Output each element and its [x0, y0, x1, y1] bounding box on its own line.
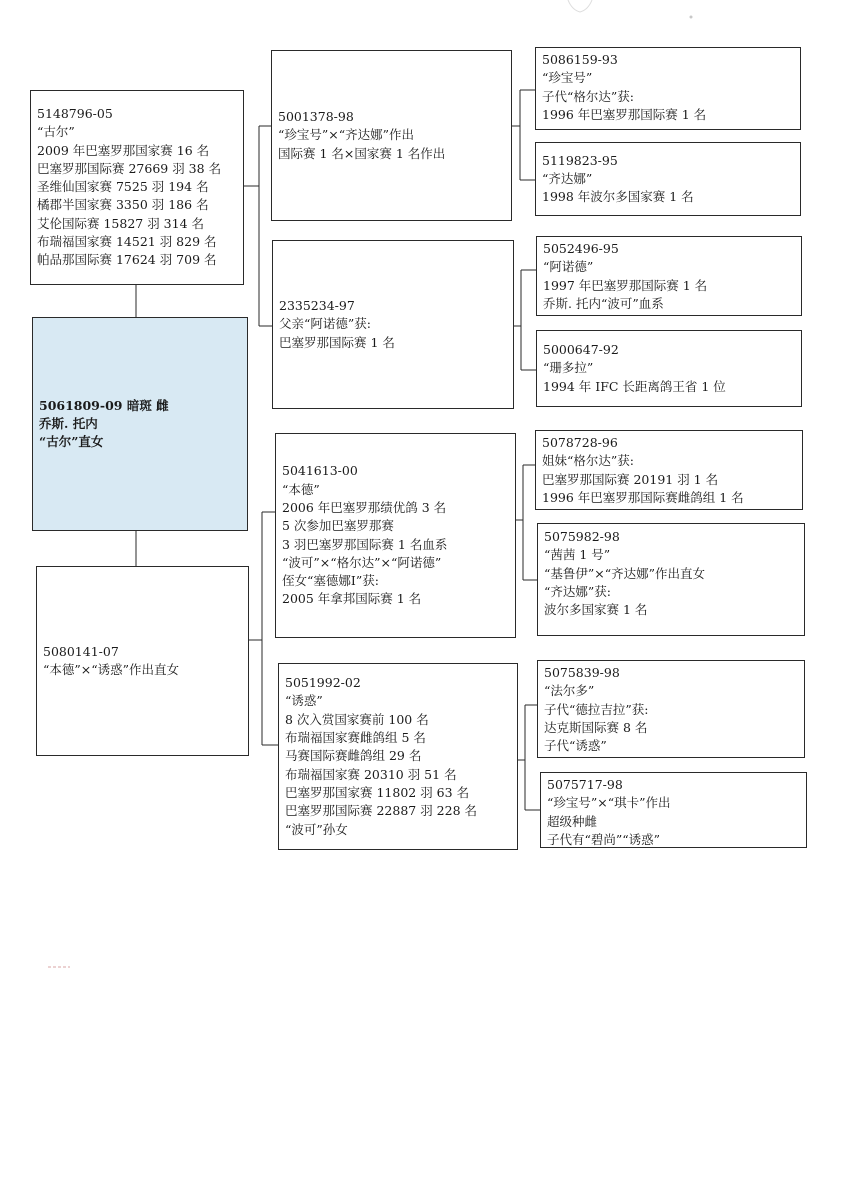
- ancestor-card-7: [537, 660, 805, 758]
- bird-name: “本德”: [282, 481, 320, 497]
- pedigree-note: 1994 年 IFC 长距离鸽王省 1 位: [543, 378, 726, 394]
- ring-number: 5075717-98: [547, 777, 623, 792]
- ring-number: 5001378-98: [278, 109, 354, 125]
- pedigree-note: 布瑞福国家赛 20310 羽 51 名: [285, 766, 457, 782]
- sire-result: 艾伦国际赛 15827 羽 314 名: [37, 215, 205, 231]
- pedigree-note: 子代“格尔达”获:: [542, 88, 634, 104]
- bird-name: “法尔多”: [544, 683, 595, 699]
- sire-card: [30, 90, 244, 285]
- ring-number: 5052496-95: [543, 241, 619, 256]
- dam-card: [36, 566, 249, 756]
- pedigree-note: 巴塞罗那国际赛 20191 羽 1 名: [542, 471, 719, 487]
- ancestor-card-5: [535, 430, 803, 510]
- sire-result: 圣维仙国家赛 7525 羽 194 名: [37, 179, 209, 195]
- pedigree-note: 子代“德拉吉拉”获:: [544, 701, 649, 717]
- ring-number: 5075982-98: [544, 529, 620, 544]
- grandsire-paternal-card: [271, 50, 512, 221]
- ring-number: 5086159-93: [542, 52, 618, 67]
- bird-name: “珍宝号”: [542, 70, 593, 86]
- bird-name: “茜茜 1 号”: [544, 547, 611, 563]
- pedigree-note: 子代有“碧尚”“诱惑”: [547, 831, 661, 847]
- bird-name: “阿诺德”: [543, 259, 594, 275]
- subject-ring-number: 5061809-09 暗斑 雌: [39, 397, 169, 413]
- ancestor-card-1: [535, 47, 801, 130]
- granddam-maternal-card: [278, 663, 518, 850]
- pedigree-note: 超级种雌: [547, 813, 598, 829]
- scan-artifact: [48, 964, 72, 974]
- pedigree-note: 8 次入赏国家赛前 100 名: [285, 711, 429, 727]
- pedigree-note: “珍宝号”×“琪卡”作出: [547, 795, 671, 811]
- pedigree-note: 1996 年巴塞罗那国际赛 1 名: [542, 106, 707, 122]
- ring-number: 5041613-00: [282, 463, 358, 479]
- subject-breeder: 乔斯. 托内: [39, 415, 98, 431]
- pedigree-note: 2005 年拿邦国际赛 1 名: [282, 591, 422, 607]
- ring-number: 5078728-96: [542, 435, 618, 450]
- pedigree-note: 1996 年巴塞罗那国际赛雌鸽组 1 名: [542, 489, 744, 505]
- scan-artifact: [688, 14, 694, 20]
- pedigree-note: 父亲“阿诺德”获:: [279, 316, 371, 332]
- pedigree-note: 姐妹“格尔达”获:: [542, 453, 634, 469]
- pedigree-note: 马赛国际赛雌鸽组 29 名: [285, 748, 422, 764]
- pedigree-note: 波尔多国家赛 1 名: [544, 602, 648, 618]
- subject-parentage: “古尔”直女: [39, 434, 104, 450]
- dam-ring-number: 5080141-07: [43, 643, 119, 659]
- pedigree-note: 达克斯国际赛 8 名: [544, 719, 648, 735]
- dam-parentage: “本德”×“诱惑”作出直女: [43, 662, 180, 677]
- bird-name: “齐达娜”: [542, 170, 593, 186]
- ancestor-card-3: [536, 236, 802, 316]
- pedigree-note: 巴塞罗那国际赛 1 名: [279, 334, 395, 350]
- sire-name: “古尔”: [37, 124, 75, 140]
- pedigree-note: 布瑞福国家赛雌鸽组 5 名: [285, 730, 426, 746]
- sire-ring-number: 5148796-05: [37, 106, 113, 121]
- bird-name: “珊多拉”: [543, 360, 594, 376]
- pedigree-note: 2006 年巴塞罗那绩优鸽 3 名: [282, 499, 447, 515]
- pedigree-note: “齐达娜”获:: [544, 583, 611, 599]
- sire-result: 帕品那国际赛 17624 羽 709 名: [37, 252, 217, 268]
- pedigree-note: 乔斯. 托内“波可”血系: [543, 295, 664, 311]
- ring-number: 5075839-98: [544, 665, 620, 680]
- pedigree-note: 国际赛 1 名×国家赛 1 名作出: [278, 145, 446, 161]
- pedigree-note: “波可”×“格尔达”×“阿诺德”: [282, 554, 442, 570]
- pedigree-note: “波可”孙女: [285, 821, 348, 837]
- sire-result: 2009 年巴塞罗那国家赛 16 名: [37, 142, 210, 158]
- ancestor-card-6: [537, 523, 805, 636]
- subject-card: [32, 317, 248, 531]
- pedigree-note: 巴塞罗那国家赛 11802 羽 63 名: [285, 784, 470, 800]
- ring-number: 5119823-95: [542, 152, 618, 168]
- grandsire-maternal-card: [275, 433, 516, 638]
- pedigree-note: 巴塞罗那国际赛 22887 羽 228 名: [285, 803, 478, 819]
- pedigree-note: 1997 年巴塞罗那国际赛 1 名: [543, 277, 708, 293]
- ancestor-card-4: [536, 330, 802, 407]
- sire-result: 橘郡半国家赛 3350 羽 186 名: [37, 197, 209, 213]
- ancestor-card-2: [535, 142, 801, 216]
- ancestor-card-8: [540, 772, 807, 848]
- ring-number: 5000647-92: [543, 342, 619, 358]
- pedigree-note: “基鲁伊”×“齐达娜”作出直女: [544, 565, 706, 581]
- pedigree-note: “珍宝号”×“齐达娜”作出: [278, 127, 415, 143]
- pedigree-note: 3 羽巴塞罗那国际赛 1 名血系: [282, 536, 448, 552]
- pedigree-note: 子代“诱惑”: [544, 738, 607, 754]
- pedigree-note: 5 次参加巴塞罗那赛: [282, 518, 394, 534]
- pedigree-note: 1998 年波尔多国家赛 1 名: [542, 189, 694, 205]
- granddam-paternal-card: [272, 240, 514, 409]
- sire-result: 巴塞罗那国际赛 27669 羽 38 名: [37, 160, 222, 176]
- bird-name: “诱惑”: [285, 693, 323, 709]
- scan-artifact: [560, 0, 600, 20]
- sire-result: 布瑞福国家赛 14521 羽 829 名: [37, 234, 217, 250]
- ring-number: 5051992-02: [285, 675, 361, 691]
- pedigree-note: 侄女“塞德娜Ⅰ”获:: [282, 573, 379, 589]
- ring-number: 2335234-97: [279, 298, 355, 314]
